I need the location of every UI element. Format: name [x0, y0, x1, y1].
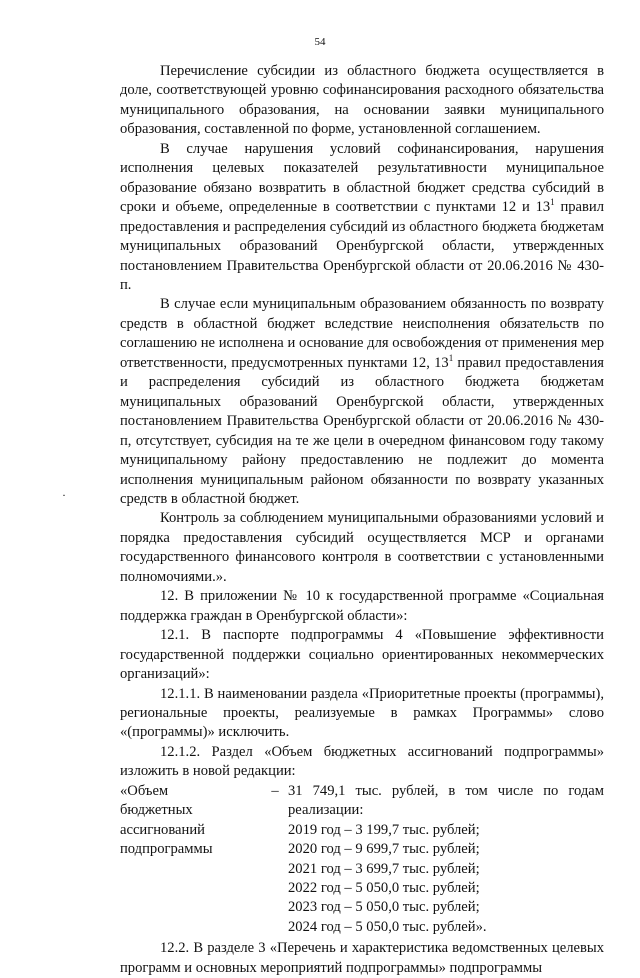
budget-table-value [288, 782, 604, 938]
paragraph-violation [120, 140, 604, 296]
paragraph-refund-text-a: В случае если муниципальным образованием обязанность по возврату средств в областной бюджет вследствие неисполнения обязательств по соглашению не исполнена и основание для освобождения от применения мер ответственности, предусмотренных пунктами 12, 13 [120, 296, 604, 371]
label-line: ассигнований [120, 821, 205, 838]
budget-year-row: 2024 год – 5 050,0 тыс. рублей». [288, 918, 487, 935]
label-line: «Объем [120, 782, 169, 799]
paragraph-item-12: 12. В приложении № 10 к государственной программе «Социальная поддержка граждан в Оренбургской области»: [120, 588, 604, 624]
label-line: бюджетных [120, 802, 193, 819]
budget-year-row: 2019 год – 3 199,7 тыс. рублей; [288, 821, 480, 838]
budget-year-row: 2021 год – 3 699,7 тыс. рублей; [288, 860, 480, 877]
budget-table [120, 782, 604, 938]
budget-table-dash: – [271, 782, 279, 799]
superscript: 1 [550, 197, 555, 208]
budget-year-row: 2023 год – 5 050,0 тыс. рублей; [288, 899, 480, 916]
budget-year-row: 2022 год – 5 050,0 тыс. рублей; [288, 880, 480, 897]
budget-year-row: 2020 год – 9 699,7 тыс. рублей; [288, 841, 480, 858]
paragraph-violation-text-b: правил предоставления и распределения субсидий из областного бюджета бюджетам муниципальных образований Оренбургской области, утвержденных постановлением Правительства Оренбургской области от 20.06.2016 № 430-п. [120, 199, 605, 293]
label-line: подпрограммы [120, 841, 213, 858]
paragraph-refund-text-b: правил предоставления и распределения субсидий из областного бюджета бюджетам муниципальных образований Оренбургской области, утвержденных постановлением Правительства Оренбургской области от 20.06.2016 № 430-п, отсутствует, субсидия на те же цели в очередном финансовом году такому муниципальному району предоставлению не подлежит до момента исполнения муниципальным районом обязанности по возврату указанных средств в областной бюджет. [120, 354, 604, 507]
paragraph-item-12-1-2: 12.1.2. Раздел «Объем бюджетных ассигнований подпрограммы» изложить в новой редакции: [120, 743, 604, 780]
margin-mark: · [62, 488, 66, 502]
paragraph-violation-text-a: В случае нарушения условий софинансирования, нарушения исполнения целевых показателей результативности муниципальное образование обязано возвратить в областной бюджет средства субсидий в сроки и объеме, определенные в соответствии с пунктами 12 и 13 [120, 140, 604, 216]
budget-total: 31 749,1 тыс. рублей, в том числе по годам реализации: [288, 782, 604, 819]
budget-table-label [120, 782, 262, 938]
page-number: 54 [314, 36, 326, 48]
superscript: 1 [448, 352, 454, 363]
paragraph-item-12-1-1: 12.1.1. В наименовании раздела «Приоритетные проекты (программы), региональные проекты, реализуемые в рамках Программы» слово «(программы)» исключить. [120, 685, 604, 741]
paragraph-item-12-1: 12.1. В паспорте подпрограммы 4 «Повышение эффективности государственной поддержки социально ориентированных некоммерческих организаций»: [120, 627, 604, 683]
paragraph-refund-obligation [120, 295, 604, 509]
paragraph-item-12-2: 12.2. В разделе 3 «Перечень и характеристика ведомственных целевых программ и основных мероприятий подпрограммы» подпрограммы [120, 940, 604, 976]
paragraph-subsidy-transfer: Перечисление субсидии из областного бюджета осуществляется в доле, соответствующей уровню софинансирования расходного обязательства муниципального образования, на основании заявки муниципального образования, составленной по форме, установленной соглашением. [120, 63, 604, 138]
document-body [120, 62, 604, 978]
paragraph-control: Контроль за соблюдением муниципальными образованиями условий и порядка предоставления субсидий осуществляется МСР и органами государственного финансового контроля в соответствии с установленными полномочиями.». [120, 510, 604, 585]
